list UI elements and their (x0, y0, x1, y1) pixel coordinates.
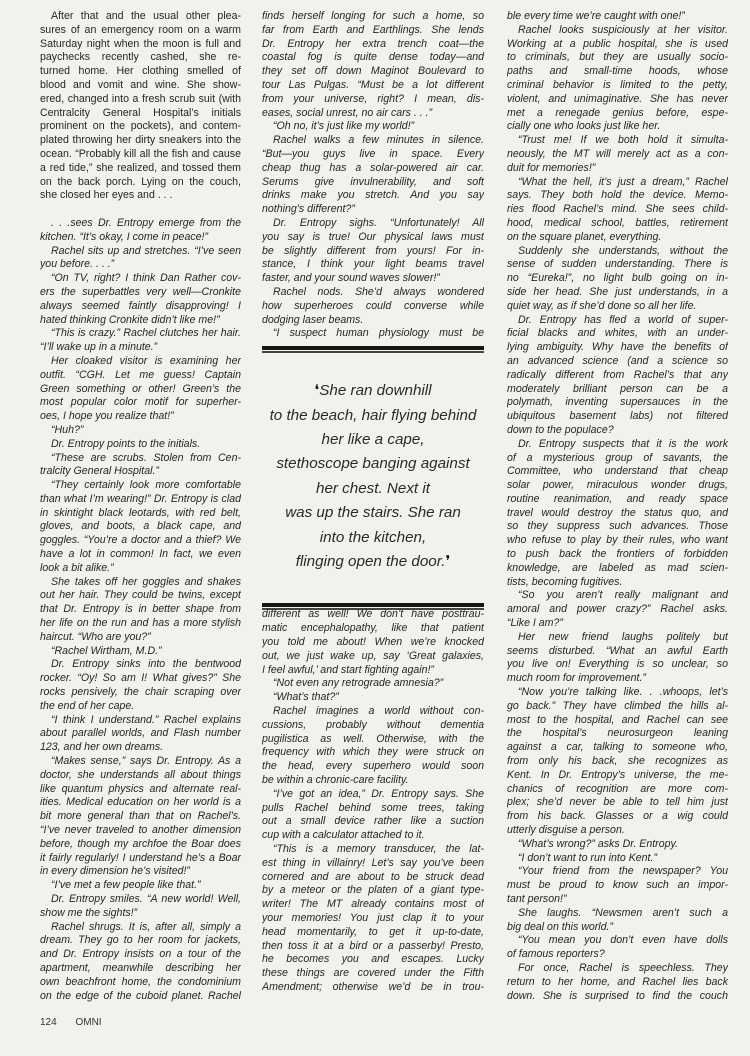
text-line: “I think I understand.” Rachel explains (51, 713, 241, 726)
text-line: the head, every superhero would soon (262, 760, 484, 773)
text-line: nothing’s different?” (262, 203, 355, 216)
text-line: of famous reporters? (507, 948, 605, 961)
text-line: cheap thug has a solar-powered air car. (262, 161, 484, 174)
paragraph (40, 355, 241, 424)
article-column-3 (507, 10, 728, 1003)
text-line: ries flood Rachel’s mind. She sees child- (507, 203, 728, 216)
pull-quote-text: her like a cape, (321, 430, 425, 448)
text-line: Rachel imagines a world without con- (273, 704, 484, 717)
text-line: “So you aren’t really malignant and (518, 589, 728, 602)
paragraph (262, 286, 484, 327)
text-line: “But—you guys live in space. Every (262, 147, 484, 160)
text-line: they set off down Maginot Boulevard to (262, 65, 484, 78)
text-line: Dr. Entropy her extra trench coat—the (262, 37, 484, 50)
text-line: ered, changed into a fresh scrub suit (with (40, 92, 241, 105)
paragraph (262, 134, 484, 217)
text-line: met a renegade genius before, espe- (507, 106, 728, 119)
text-line: an advanced science (and a science so (507, 354, 728, 367)
text-line: tant person!” (507, 893, 567, 905)
text-line: down to the populace? (507, 423, 614, 436)
text-line: “Makes sense,” says Dr. Entropy. As a (51, 755, 241, 768)
text-line: “I’ve got an idea,” Dr. Entropy says. She (273, 787, 484, 800)
text-line: Rachel nods. She’d always wondered (273, 285, 484, 298)
text-line: how superheroes could converse while (262, 299, 484, 312)
paragraph (40, 438, 241, 452)
paragraph (507, 10, 728, 24)
paragraph (262, 10, 484, 120)
text-line: then toss it at a bird or a passerby! Presto, (262, 939, 484, 952)
text-line: down. She is surprised to find the couch (507, 989, 728, 1002)
paragraph (262, 327, 484, 341)
text-line: eases, social unrest, no air cars . . .” (262, 106, 433, 119)
text-line: out, we just wake up, say ‘Great galaxies, (262, 649, 484, 662)
text-line: goggles. “You’re a doctor and a thief? We (40, 534, 241, 547)
article-column-2 (262, 10, 484, 995)
text-line: have a lot in common! In fact, we even (40, 548, 241, 561)
text-line: “I don’t want to run into Kent.” (518, 851, 657, 864)
text-line: “Rachel Wirtham, M.D.” (51, 644, 162, 657)
text-line: “This is a memory transducer, the lat- (273, 842, 484, 855)
text-line: “I suspect human physiology must be (273, 327, 484, 340)
text-line: cornered and are about to be struck dead (262, 870, 484, 883)
text-line: most popular color motif for superher- (40, 396, 241, 409)
text-line: to push back the frontiers of forbidden (507, 548, 728, 561)
paragraph (262, 608, 484, 677)
text-line: coastal fog is quite dense today—and (262, 51, 484, 64)
text-line: knowledge, are labeled as mad scien- (507, 561, 728, 574)
text-line: head momentarily, to get it up-to-date, (262, 925, 484, 938)
text-line: be slightly different from yours! For in- (262, 244, 484, 257)
text-line: you before. . . .” (40, 258, 115, 271)
text-line: haircut. “Who are you?” (40, 630, 151, 643)
paragraph (262, 705, 484, 788)
text-line: sense of sudden understanding. There is (507, 258, 728, 271)
text-line: than what I’m wearing!” Dr. Entropy is clad (40, 492, 241, 505)
pull-quote-text: her chest. Next it (316, 479, 430, 497)
text-line: pulls Rachel behind some trees, taking (262, 801, 484, 814)
text-line: return to her home, and Rachel lies back (507, 975, 728, 988)
paragraph (262, 120, 484, 134)
text-line: in every dimension he’s visited!” (40, 865, 190, 878)
text-line: writer! The MT already contains most of (262, 898, 484, 911)
paragraph (507, 934, 728, 962)
text-line: Her cloaked visitor is examining her (51, 354, 241, 367)
text-line: the end of her cape. (40, 699, 135, 712)
text-line: “Oh no, it’s just like my world!” (273, 120, 415, 133)
text-line: you say is true! Our physical laws must (262, 230, 484, 243)
text-line: Dr. Entropy points to the initials. (51, 437, 201, 450)
text-line: Dr. Entropy sighs. “Unfortunately! All (273, 216, 484, 229)
text-line: violent, and unimaginative. She has never (507, 92, 728, 105)
text-line: “I’ve never traveled to another dimension (40, 824, 241, 837)
text-line: plated throwing her dirty sneakers into the (40, 134, 241, 147)
text-line: “What’s that?” (273, 691, 339, 704)
text-line: like quantum physics and alternate real- (40, 782, 241, 795)
pull-quote-text: stethoscope banging against (276, 455, 470, 473)
paragraph (40, 879, 241, 893)
text-line: 123, and her own dreams. (40, 741, 164, 754)
text-line: look a bit alike.” (40, 561, 114, 574)
text-line: She takes off her goggles and shakes (51, 575, 241, 588)
text-line: hated thinking Cronkite didn’t like me!” (40, 313, 220, 326)
pull-quote-line (262, 550, 484, 574)
text-line: radically different from Rachel’s that any (507, 368, 728, 381)
text-line: est thing in villainry! Let’s say you’ve been (262, 856, 484, 869)
paragraph (40, 658, 241, 713)
text-line: and Dr. Entropy insists on a tour of the (40, 948, 241, 961)
text-line: it fairly regularly! I understand he’s a Boar (40, 851, 241, 864)
text-line: ities. Medical education on her world is a (40, 796, 241, 809)
text-line: polymath, inventing supersauces in the (507, 396, 728, 409)
text-line: Kent. In Dr. Entropy’s universe, the me- (507, 768, 728, 781)
text-line: by a meteor or the platen of a giant type- (262, 884, 484, 897)
text-line: you live on! Everything is so unclear, so (507, 658, 728, 671)
pull-quote-line (262, 477, 484, 501)
text-line: on the back porch. Lying on the couch, (40, 175, 241, 188)
text-line: finds herself longing for such a home, so (262, 10, 484, 22)
text-line: cially one who looks just like her. (507, 120, 661, 133)
text-line: prominent on the pockets), and contem- (40, 120, 241, 133)
text-line: about parallel worlds, and Flash number (40, 727, 241, 740)
paragraph (262, 843, 484, 995)
text-line: quiet way, as if she’d done so all her life. (507, 299, 697, 312)
paragraph (40, 452, 241, 480)
paragraph (40, 645, 241, 659)
text-line: sures of an emergency room on a warm (40, 23, 241, 36)
text-line: “Not even any retrograde amnesia?” (273, 677, 444, 690)
text-line: go back.” They have climbed the hills al- (507, 699, 728, 712)
text-line: “Now you’re talking like. . .whoops, let’s (518, 686, 728, 699)
paragraph (262, 691, 484, 705)
text-line: I feel awful,’ and start fighting again!” (262, 663, 434, 676)
text-line: her life on the run and has a more stylish (40, 617, 241, 630)
text-line: from his back. Glasses or a wig could (507, 810, 728, 823)
text-line: ubiquitous basement labs) not filtered (507, 410, 728, 423)
text-line: on the square planet, everything. (507, 230, 662, 243)
text-line: always seemed faintly disapproving! I (40, 299, 241, 312)
text-line: out a small device rather like a suction (262, 815, 484, 828)
text-line: “What the hell, it’s just a dream,” Rachel (518, 175, 728, 188)
text-line: from your universe, right? I mean, dis- (262, 92, 484, 105)
text-line: who refuse to play by their rules, who want (507, 534, 728, 547)
text-line: paths and small-time hoods, whose (507, 65, 728, 78)
paragraph (40, 424, 241, 438)
text-line: ficial blacks and whites, with an under- (507, 327, 728, 340)
text-line: outfit. “CGH. Let me guess! Captain (40, 368, 241, 381)
pull-quote-line (262, 428, 484, 452)
pull-quote (262, 351, 484, 598)
paragraph (507, 176, 728, 245)
paragraph (507, 852, 728, 866)
text-line: doctor, she understands all about things (40, 768, 241, 781)
open-quote-icon: ❛ (314, 382, 320, 400)
pull-quote-line (262, 452, 484, 476)
text-line: blood and vomit and wine. She show- (40, 78, 241, 91)
text-line: that Dr. Entropy is in better shape from (40, 603, 241, 616)
text-line: of a mysterious group of savants, the (507, 451, 728, 464)
text-line: much room for improvement.” (507, 672, 646, 685)
text-line: kitchen. “It’s okay, I come in peace!” (40, 230, 209, 243)
text-line: Her new friend laughs politely but (518, 630, 728, 643)
pull-quote-text: flinging open the door. (295, 552, 446, 570)
text-line: your memories! You just clap it to your (262, 911, 484, 924)
text-line: “I’ll wake up in a minute.” (40, 341, 158, 354)
text-line: in skintight black leotards, with red belt, (40, 506, 241, 519)
paragraph (507, 907, 728, 935)
text-line: Serums give invulnerability, and soft (262, 175, 484, 188)
text-line: dodging laser beams. (262, 313, 364, 326)
text-line: tour Las Pulgas. “Must be a lot different (262, 78, 484, 91)
text-line: stance, I think your light beams travel (262, 258, 484, 271)
text-line: “They certainly look more comfortable (51, 479, 241, 492)
text-line: own beachfront home, the condominium (40, 975, 241, 988)
text-line: far from Earth and Earthlings. She lends (262, 23, 484, 36)
text-line: ocean. “Probably kill all the fish and cause (40, 147, 241, 160)
text-line: Dr. Entropy suspects that it is the work (518, 437, 728, 450)
pull-quote-text: was up the stairs. She ran (285, 504, 461, 522)
text-line: the hospital’s neurosurgeon leaning (507, 727, 728, 740)
text-line: says. They both hold the device. Memo- (507, 189, 728, 202)
text-line: “These are scrubs. Stolen from Cen- (51, 451, 241, 464)
text-line: Working at a public hospital, she is used (507, 37, 728, 50)
text-line: After that and the usual other plea- (51, 10, 241, 22)
text-line: Rachel walks a few minutes in silence. (273, 134, 484, 147)
text-line: cussions, probably without dementia (262, 718, 484, 731)
text-line: rocks pensively, the chair scraping over (40, 686, 241, 699)
text-line: against a car, talking to someone who, (507, 741, 728, 754)
text-line: matic encephalopathy, like that patient (262, 622, 484, 635)
text-line: cup with a calculator attached to it. (262, 829, 425, 842)
paragraph (507, 24, 728, 134)
text-line: be within a chronic-care facility. (262, 773, 409, 786)
text-line: show me the sights!” (40, 906, 138, 919)
text-line: amoral and power crazy?” Rachel asks. (507, 603, 728, 616)
paragraph (40, 217, 241, 245)
paragraph (507, 589, 728, 630)
text-line: “This is crazy.” Rachel clutches her hair. (51, 327, 241, 340)
text-line: out her hair. They could be twins, except (40, 589, 241, 602)
text-line: routine reanimation, and ready space (507, 492, 728, 505)
text-line: Dr. Entropy sinks into the bentwood (51, 658, 241, 671)
paragraph (40, 576, 241, 645)
paragraph (262, 217, 484, 286)
text-line: these things are covered under the Fifth (262, 967, 484, 980)
paragraph (40, 755, 241, 879)
text-line: oes, I hope you realize that!” (40, 410, 174, 423)
page-footer (40, 1017, 118, 1028)
text-line: so they suppress such advances. Those (507, 520, 728, 533)
pull-quote-text: She ran downhill (319, 382, 432, 400)
text-line: must be proud to know such an impor- (507, 879, 728, 892)
text-line: utterly disguise a person. (507, 824, 625, 837)
paragraph (40, 479, 241, 576)
text-line: he becomes you and escapes. Lucky (262, 953, 484, 966)
text-line: you told me about! When we’re knocked (262, 635, 484, 648)
paragraph (40, 921, 241, 1004)
paragraph (507, 134, 728, 175)
text-line: pugilistica as well. Otherwise, with the (262, 732, 484, 745)
text-line: Saturday night when the moon is full and (40, 37, 241, 50)
text-line: to criminals, but they are usually socio- (507, 51, 728, 64)
paragraph (262, 677, 484, 691)
text-line: apartment, meanwhile describing her (40, 961, 241, 974)
text-line: “Trust me! If we both hold it simulta- (518, 134, 728, 147)
paragraph (40, 714, 241, 755)
text-line: “What’s wrong?” asks Dr. Entropy. (518, 837, 678, 850)
text-line: on the edge of the cuboid planet. Rachel (40, 989, 241, 1002)
pull-quote-line (262, 501, 484, 525)
text-line: most to the hospital, and Rachel can see (507, 713, 728, 726)
paragraph (507, 686, 728, 838)
text-line: turned home. Her clothing smelled of (40, 65, 241, 78)
text-line: “Like I am?” (507, 617, 563, 630)
text-line: big deal on this world.” (507, 920, 613, 933)
paragraph (507, 314, 728, 438)
text-line: Centralcity General Hospital’s initials (40, 106, 241, 119)
paragraph (40, 10, 241, 203)
text-line: drinks make you stretch. And you say (262, 189, 484, 202)
text-line: before, though my archfoe the Boar does (40, 837, 241, 850)
text-line: tists, becoming fugitives. (507, 575, 623, 588)
text-line: hood, medical school, battles, retirement (507, 216, 728, 229)
text-line: Committee, who understand that cheap (507, 465, 728, 478)
text-line: paychecks recently cashed, she re- (40, 51, 241, 64)
text-line: lying ambiguity. Why have the benefits of (507, 341, 728, 354)
text-line: solar power, miraculous wonder drugs, (507, 479, 728, 492)
paragraph (40, 893, 241, 921)
text-line: chanics of recognition are more com- (507, 782, 728, 795)
pull-quote-line (262, 404, 484, 428)
text-line: from only his back, she recognizes as (507, 755, 728, 768)
text-line: criminal behavior is limited to the petty, (507, 78, 728, 91)
text-line: different as well! We don’t have posttrau- (262, 608, 484, 621)
paragraph (262, 788, 484, 843)
text-line: ble every time we’re caught with one!” (507, 10, 685, 22)
paragraph (40, 245, 241, 273)
text-line: bit more general than that on Rachel’s. (40, 810, 241, 823)
text-line: moderately brilliant person can be a (507, 382, 728, 395)
paragraph (40, 272, 241, 327)
text-line: gloves, and boots, a black cape, and (40, 520, 241, 533)
text-line: a red tide,” she realized, and tossed them (40, 161, 241, 174)
text-line: frequency with which they were struck on (262, 746, 484, 759)
pull-quote-text: into the kitchen, (319, 528, 427, 546)
text-line: travel would destroy the status quo, and (507, 506, 728, 519)
text-line: Amendment; otherwise we’d be in trou- (262, 980, 484, 993)
text-line: For once, Rachel is speechless. They (518, 961, 728, 974)
text-line: neously, the MT will merely act as a con- (507, 147, 728, 160)
close-quote-icon: ❜ (445, 552, 451, 570)
pull-quote-line (262, 379, 484, 403)
text-line: She laughs. “Newsmen aren’t such a (518, 906, 728, 919)
text-line: Rachel sits up and stretches. “I’ve seen (51, 244, 241, 257)
magazine-name: OMNI (75, 1017, 102, 1028)
text-line: Suddenly she understands, without the (518, 244, 728, 257)
article-column-1 (40, 10, 241, 1003)
pull-quote-text: to the beach, hair flying behind (269, 406, 477, 424)
text-line: Rachel shrugs. It is, after all, simply a (51, 920, 241, 933)
paragraph (507, 438, 728, 590)
text-line: Green something or other! Green’s the (40, 382, 241, 395)
pull-quote-line (262, 526, 484, 550)
text-line: rocker. “Oy! So am I! What gives?” She (40, 672, 241, 685)
text-line: ers the superbattles very well—Cronkite (40, 285, 241, 298)
section-break (40, 203, 241, 217)
text-line: “You mean you don’t even have dolls (518, 934, 728, 947)
text-line: seems disturbed. “What an awful Earth (507, 644, 728, 657)
paragraph (40, 327, 241, 355)
text-line: tralcity General Hospital.” (40, 465, 159, 478)
text-line: plex; she’d never be able to tell him just (507, 796, 728, 809)
text-line: “Huh?” (51, 423, 84, 436)
text-line: no “Eureka!”, no light bulb going on in- (507, 272, 728, 285)
text-line: . . .sees Dr. Entropy emerge from the (51, 216, 241, 229)
paragraph (507, 631, 728, 686)
text-line: “On TV, right? I think Dan Rather cov- (51, 272, 241, 285)
text-line: faster, and your sound waves slower!” (262, 272, 440, 285)
text-line: Dr. Entropy smiles. “A new world! Well, (51, 893, 241, 905)
text-line: “I’ve met a few people like that.” (51, 879, 201, 892)
text-line: “Your friend from the newspaper? You (518, 865, 728, 878)
paragraph (507, 245, 728, 314)
text-line: she closed her eyes and . . . (40, 189, 173, 202)
paragraph (507, 865, 728, 906)
text-line: dream. They go to her room for jackets, (40, 934, 241, 947)
paragraph (507, 838, 728, 852)
page-number: 124 (40, 1017, 57, 1028)
text-line: Dr. Entropy has fled a world of super- (518, 313, 728, 326)
paragraph (507, 962, 728, 1003)
text-line: duit for memories!” (507, 161, 596, 174)
text-line: side her head. She just understands, in a (507, 285, 728, 298)
text-line: Rachel looks suspiciously at her visitor. (518, 23, 728, 36)
